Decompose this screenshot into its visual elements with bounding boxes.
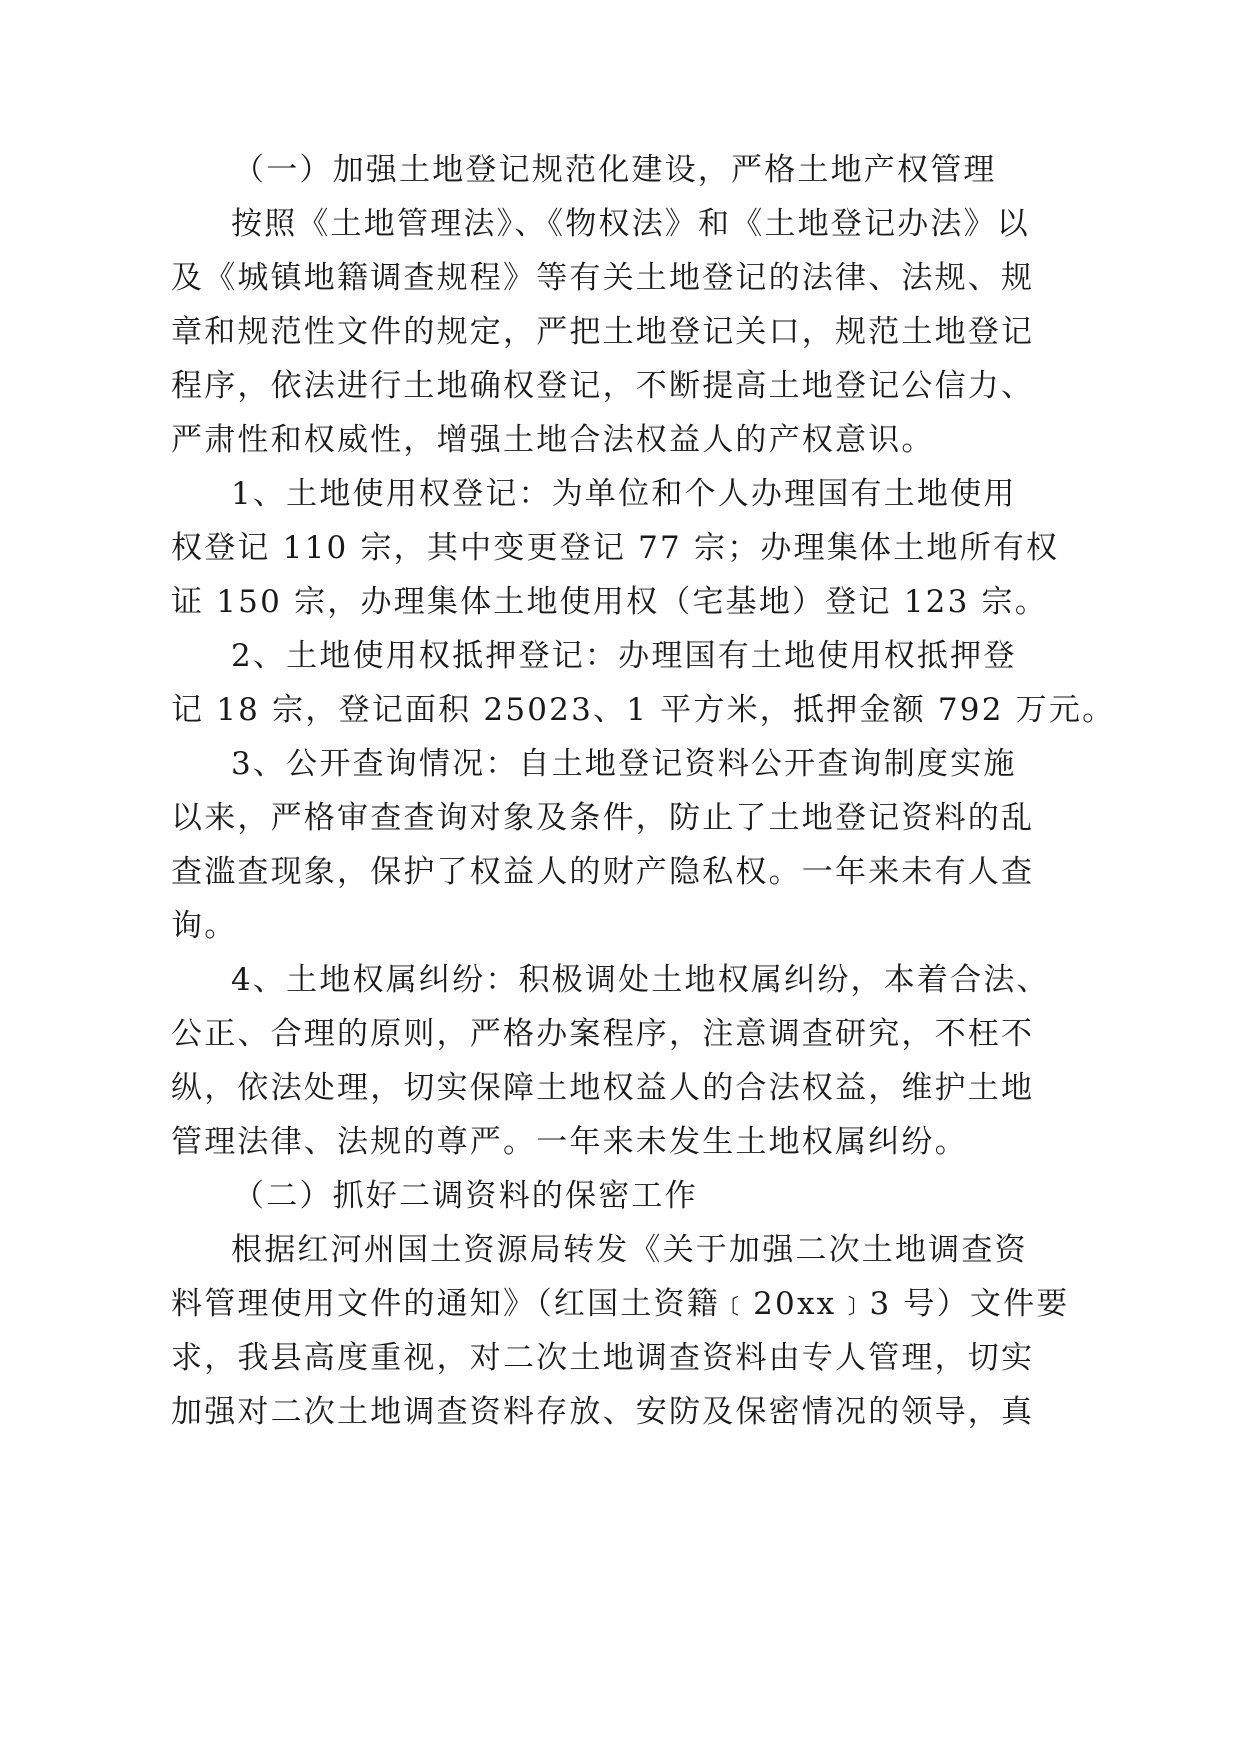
paragraph-1-line-3: 章和规范性文件的规定，严把土地登记关口，规范土地登记 [171,314,1035,350]
paragraph-5-line-1: 4、土地权属纠纷：积极调处土地权属纠纷，本着合法、 [231,962,1050,998]
paragraph-6-line-4: 加强对二次土地调查资料存放、安防及保密情况的领导，真 [171,1394,1035,1430]
paragraph-3-line-2: 记 18 宗，登记面积 25023、1 平方米，抵押金额 792 万元。 [171,692,1116,728]
paragraph-6-line-3: 求，我县高度重视，对二次土地调查资料由专人管理，切实 [171,1340,1035,1376]
paragraph-1-line-5: 严肃性和权威性，增强土地合法权益人的产权意识。 [171,422,935,458]
paragraph-3-line-1: 2、土地使用权抵押登记：办理国有土地使用权抵押登 [231,638,1017,674]
paragraph-4-line-1: 3、公开查询情况：自土地登记资料公开查询制度实施 [231,746,1017,782]
paragraph-1-line-2: 及《城镇地籍调查规程》等有关土地登记的法律、法规、规 [171,260,1035,296]
paragraph-1-line-1: 按照《土地管理法》、《物权法》和《土地登记办法》以 [231,206,1030,242]
paragraph-2-line-3: 证 150 宗，办理集体土地使用权（宅基地）登记 123 宗。 [171,584,1048,620]
section-heading-1: （一）加强土地登记规范化建设，严格土地产权管理 [233,152,997,188]
paragraph-2-line-2: 权登记 110 宗，其中变更登记 77 宗；办理集体土地所有权 [171,530,1060,566]
paragraph-5-line-2: 公正、合理的原则，严格办案程序，注意调查研究，不枉不 [171,1016,1035,1052]
paragraph-5-line-4: 管理法律、法规的尊严。一年来未发生土地权属纠纷。 [171,1124,968,1160]
paragraph-4-line-3: 查滥查现象，保护了权益人的财产隐私权。一年来未有人查 [171,854,1035,890]
paragraph-6-line-2: 料管理使用文件的通知》（红国土资籍﹝20xx﹞3 号）文件要 [171,1286,1070,1322]
paragraph-1-line-4: 程序，依法进行土地确权登记，不断提高土地登记公信力、 [171,368,1035,404]
section-heading-2: （二）抓好二调资料的保密工作 [233,1178,698,1214]
paragraph-6-line-1: 根据红河州国土资源局转发《关于加强二次土地调查资 [231,1232,1028,1268]
paragraph-4-line-4: 询。 [171,908,238,944]
paragraph-5-line-3: 纵，依法处理，切实保障土地权益人的合法权益，维护土地 [171,1070,1035,1106]
paragraph-2-line-1: 1、土地使用权登记：为单位和个人办理国有土地使用 [231,476,1017,512]
paragraph-4-line-2: 以来，严格审查查询对象及条件，防止了土地登记资料的乱 [171,800,1035,836]
